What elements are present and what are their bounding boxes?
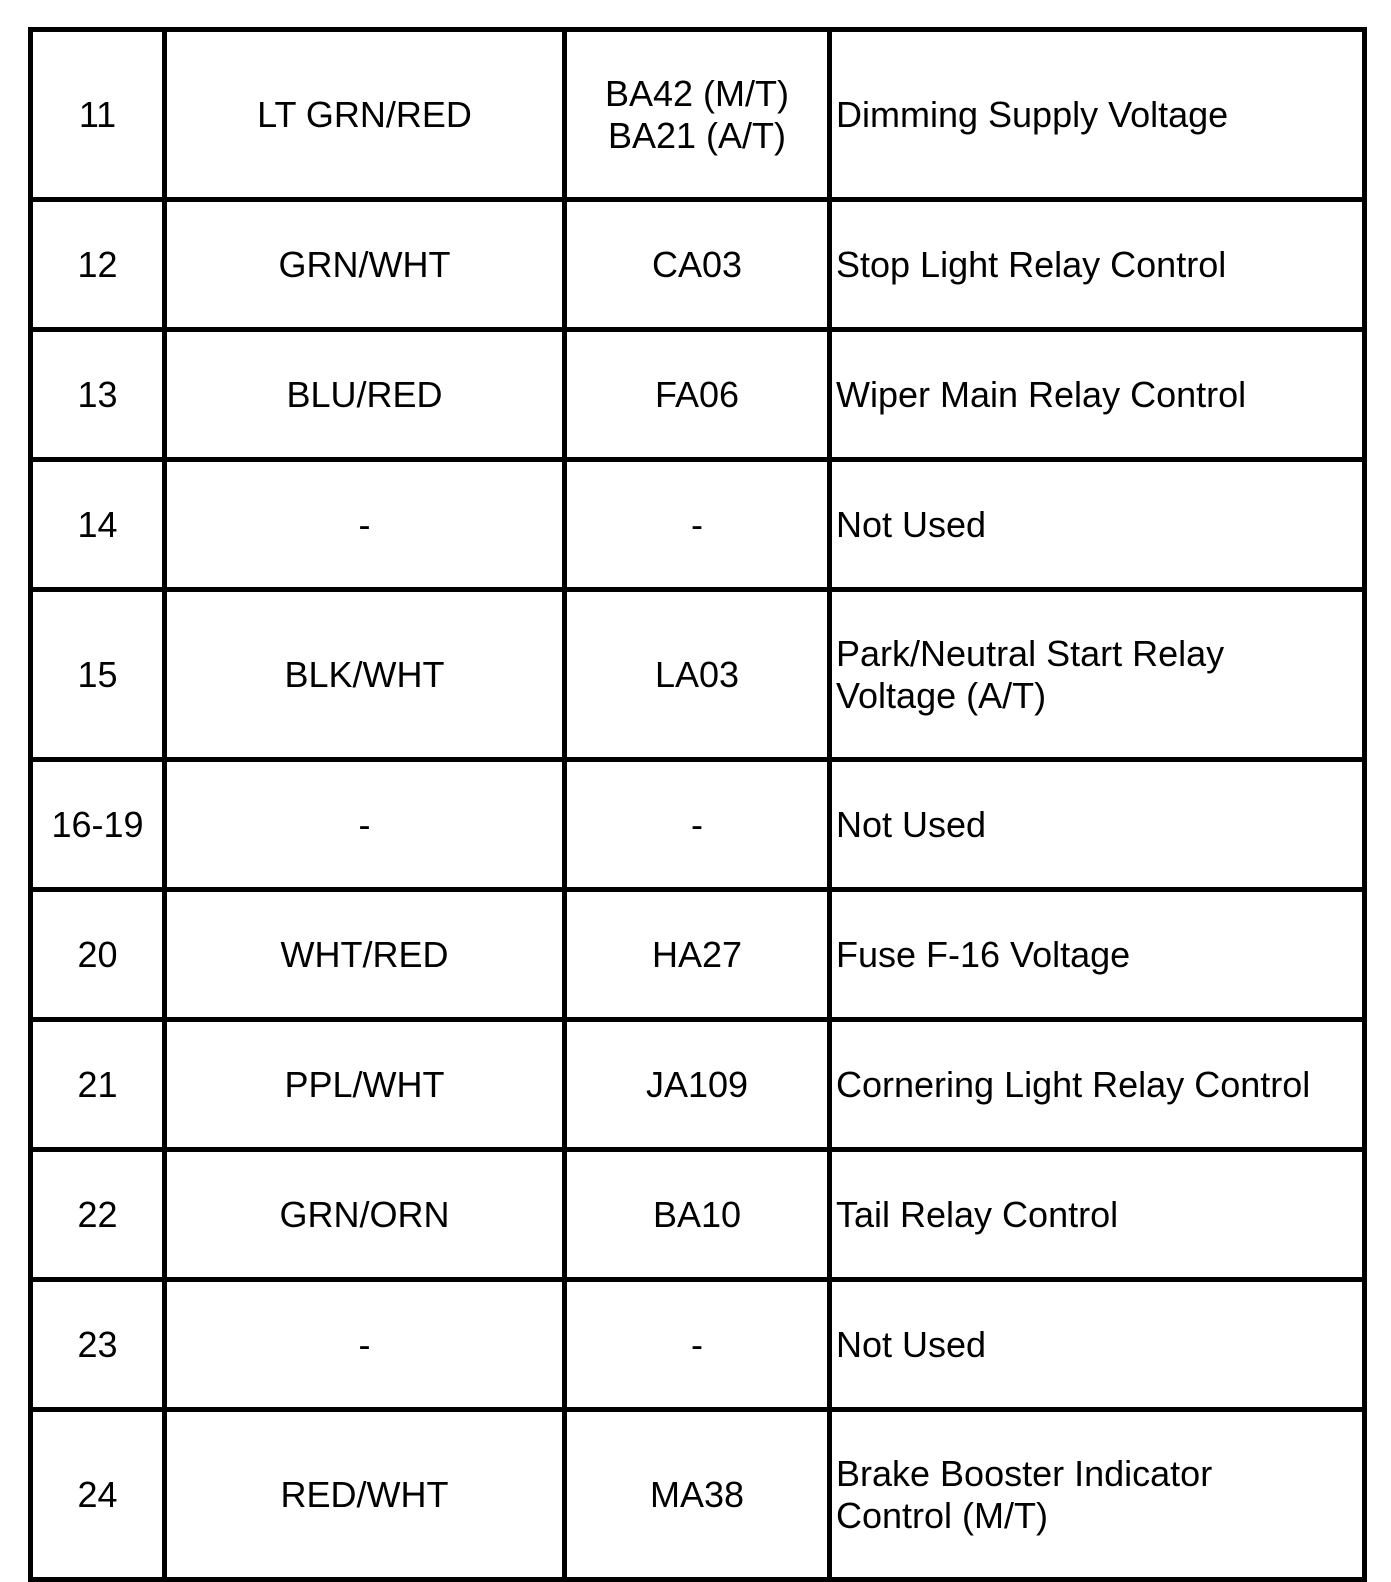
function-line: Control (M/T) [836, 1494, 1049, 1536]
pin-number-cell: 13 [31, 330, 165, 460]
circuit-line: MA38 [649, 1473, 745, 1515]
function-line: Park/Neutral Start Relay [836, 632, 1225, 674]
circuit-line: FA06 [654, 373, 740, 415]
wire-color-cell: - [165, 460, 565, 590]
pin-number-cell: 16-19 [31, 760, 165, 890]
table-row [31, 1280, 1365, 1410]
function-line: Cornering Light Relay Control [836, 1063, 1311, 1105]
pin-number-cell: 15 [31, 590, 165, 760]
table-row [31, 590, 1365, 760]
circuit-line: - [691, 803, 703, 845]
wire-color-cell: GRN/WHT [165, 200, 565, 330]
wire-color-cell: WHT/RED [165, 890, 565, 1020]
function-line: Not Used [836, 503, 987, 545]
circuit-cell [565, 200, 830, 330]
function-cell [830, 590, 1365, 760]
pin-number-cell: 20 [31, 890, 165, 1020]
function-cell [830, 200, 1365, 330]
table-row [31, 1150, 1365, 1280]
function-line: Tail Relay Control [836, 1193, 1119, 1235]
connector-pinout-table [28, 27, 1367, 1582]
wire-color-cell: - [165, 1280, 565, 1410]
pin-number-cell: 22 [31, 1150, 165, 1280]
circuit-cell [565, 460, 830, 590]
table-row [31, 760, 1365, 890]
function-cell [830, 760, 1365, 890]
pin-number-cell: 24 [31, 1410, 165, 1580]
circuit-cell [565, 890, 830, 1020]
circuit-line: BA10 [652, 1193, 742, 1235]
wire-color-cell: RED/WHT [165, 1410, 565, 1580]
circuit-line: - [691, 503, 703, 545]
table-row [31, 460, 1365, 590]
function-cell [830, 890, 1365, 1020]
circuit-cell [565, 330, 830, 460]
wire-color-cell: PPL/WHT [165, 1020, 565, 1150]
pin-number-cell: 23 [31, 1280, 165, 1410]
function-cell [830, 1410, 1365, 1580]
pin-number-cell: 12 [31, 200, 165, 330]
circuit-cell [565, 590, 830, 760]
function-cell [830, 1150, 1365, 1280]
circuit-cell [565, 1280, 830, 1410]
table-row [31, 30, 1365, 200]
circuit-cell [565, 30, 830, 200]
function-line: Brake Booster Indicator [836, 1452, 1213, 1494]
circuit-cell [565, 1410, 830, 1580]
circuit-cell [565, 760, 830, 890]
circuit-line: JA109 [645, 1063, 749, 1105]
wire-color-cell: GRN/ORN [165, 1150, 565, 1280]
function-line: Not Used [836, 803, 987, 845]
table-row [31, 1020, 1365, 1150]
table-row [31, 200, 1365, 330]
circuit-line: BA42 (M/T) [604, 72, 790, 114]
function-cell [830, 1280, 1365, 1410]
wire-color-cell: BLK/WHT [165, 590, 565, 760]
circuit-cell [565, 1150, 830, 1280]
wire-color-cell: - [165, 760, 565, 890]
table-row [31, 890, 1365, 1020]
function-line: Voltage (A/T) [836, 674, 1047, 716]
function-line: Not Used [836, 1323, 987, 1365]
pin-number-cell: 21 [31, 1020, 165, 1150]
circuit-line: - [691, 1323, 703, 1365]
table-row [31, 330, 1365, 460]
function-line: Stop Light Relay Control [836, 243, 1227, 285]
table-row [31, 1410, 1365, 1580]
circuit-cell [565, 1020, 830, 1150]
wire-color-cell: BLU/RED [165, 330, 565, 460]
circuit-line: LA03 [654, 653, 740, 695]
function-line: Fuse F-16 Voltage [836, 933, 1131, 975]
circuit-line: CA03 [651, 243, 743, 285]
function-line: Dimming Supply Voltage [836, 93, 1229, 135]
pin-number-cell: 14 [31, 460, 165, 590]
function-line: Wiper Main Relay Control [836, 373, 1247, 415]
function-cell [830, 330, 1365, 460]
function-cell [830, 460, 1365, 590]
pin-number-cell: 11 [31, 30, 165, 200]
circuit-line: BA21 (A/T) [607, 114, 787, 156]
circuit-line: HA27 [651, 933, 743, 975]
function-cell [830, 30, 1365, 200]
function-cell [830, 1020, 1365, 1150]
wire-color-cell: LT GRN/RED [165, 30, 565, 200]
